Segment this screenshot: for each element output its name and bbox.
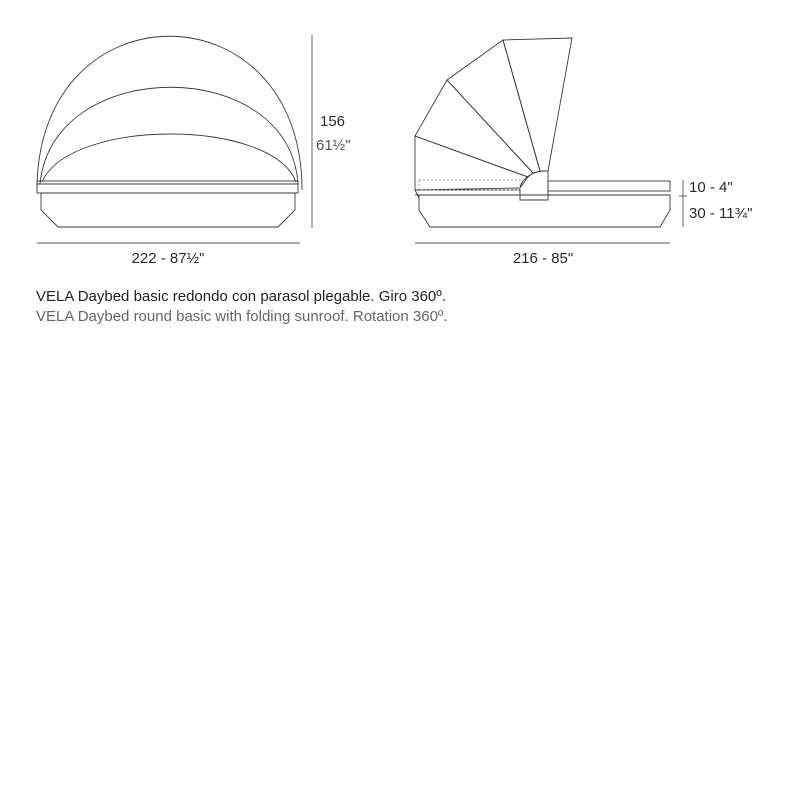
side-canopy-panel-1 [415, 136, 528, 190]
side-length-label: 216 - 85" [512, 250, 574, 267]
front-mattress [37, 181, 298, 193]
side-base-left [415, 190, 419, 198]
front-base [41, 193, 295, 227]
side-canopy-panel-4 [503, 38, 572, 171]
front-height-in: 61½" [316, 137, 351, 154]
front-view [37, 36, 302, 227]
side-base-label: 30 - 11¾" [689, 205, 753, 222]
front-canopy-outer [37, 36, 302, 190]
caption-english: VELA Daybed round basic with folding sunroof. Rotation 360º. [36, 308, 448, 325]
front-width-label: 222 - 87½" [131, 250, 205, 267]
front-canopy-middle [40, 87, 298, 184]
caption-spanish: VELA Daybed basic redondo con parasol plegable. Giro 360º. [36, 288, 446, 305]
front-height-cm: 156 [320, 113, 346, 130]
side-canopy-panel-2 [415, 80, 533, 177]
side-mattress [548, 181, 670, 191]
front-canopy-inner [42, 134, 296, 182]
side-cushion-label: 10 - 4" [689, 179, 733, 196]
side-view [415, 38, 670, 227]
